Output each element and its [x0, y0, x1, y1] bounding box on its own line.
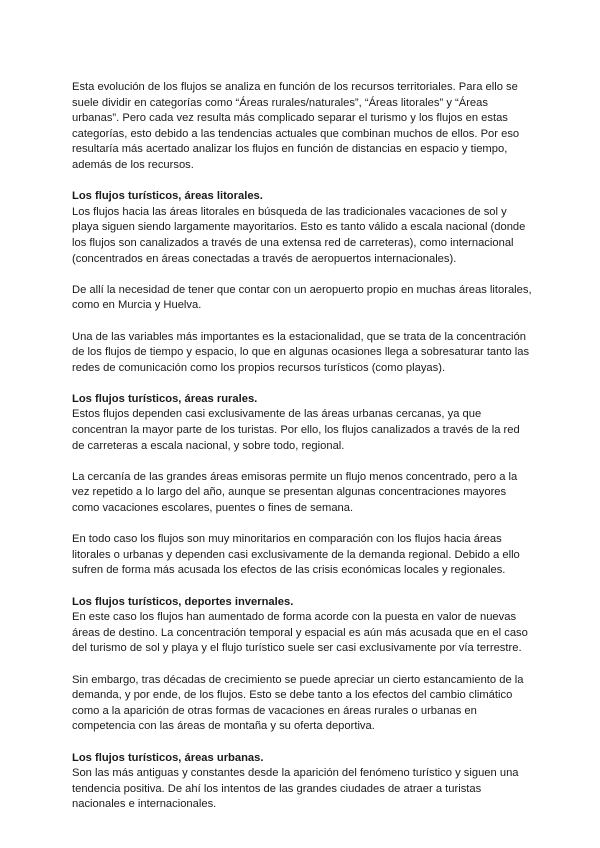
paragraph: La cercanía de las grandes áreas emisoras permite un flujo menos concentrado, pero a la vez repetido a lo largo del año, aunque se presentan algunas concentraciones mayores como vacaciones escolares, puentes o fines de semana.: [72, 470, 518, 515]
section-areas-litorales: [72, 189, 532, 376]
section-heading: Los flujos turísticos, áreas litorales.: [72, 190, 263, 203]
section-areas-rurales: [72, 392, 532, 579]
section-heading: Los flujos turísticos, áreas urbanas.: [72, 751, 264, 764]
document-body: [72, 80, 532, 829]
intro-paragraph: Esta evolución de los flujos se analiza en función de los recursos territoriales. Para ello se suele dividir en categorías como “Áreas rurales/naturales”, “Áreas litorales” y “Áreas urbanas”. Pero cada vez resulta más complicado separar el turismo y los flujos en estas categorías, esto debido a las tendencias actuales que combinan muchos de ellos. Por eso resultaría más acertado analizar los flujos en función de distancias en espacio y tiempo, además de los recursos.: [72, 81, 520, 171]
section-deportes-invernales: [72, 595, 532, 735]
paragraph: Estos flujos dependen casi exclusivamente de las áreas urbanas cercanas, ya que concentran la mayor parte de los turistas. Por ello, los flujos canalizados a través de la red de carreteras a escala nacional, y sobre todo, regional.: [72, 408, 520, 452]
paragraph: Una de las variables más importantes es la estacionalidad, que se trata de la concentración de los flujos de tiempo y espacio, lo que en algunas ocasiones llega a sobresaturar tanto las redes de comunicación como los propios recursos turísticos (como playas).: [72, 330, 530, 374]
section-heading: Los flujos turísticos, áreas rurales.: [72, 392, 258, 405]
paragraph: Los flujos hacia las áreas litorales en búsqueda de las tradicionales vacaciones de sol y playa siguen siendo largamente mayoritarios. Esto es tanto válido a escala nacional (donde los flujos son canalizados a través de una extensa red de carreteras), como internacional (concentrados en áreas conectadas a través de aeropuertos internacionales).: [72, 205, 526, 265]
section-areas-urbanas: [72, 751, 532, 813]
paragraph: En este caso los flujos han aumentado de forma acorde con la puesta en valor de nuevas áreas de destino. La concentración temporal y espacial es aún más acusada que en el caso del turismo de sol y playa y el flujo turístico suele ser casi exclusivamente por vía terrestre.: [72, 611, 528, 655]
paragraph: De allí la necesidad de tener que contar con un aeropuerto propio en muchas áreas litorales, como en Murcia y Huelva.: [72, 283, 532, 312]
section-heading: Los flujos turísticos, deportes invernales.: [72, 595, 294, 608]
paragraph: En todo caso los flujos son muy minoritarios en comparación con los flujos hacia áreas litorales o urbanas y dependen casi exclusivamente de la demanda regional. Debido a ello sufren de forma más acusada los efectos de las crisis económicas locales y regionales.: [72, 533, 520, 577]
paragraph: Son las más antiguas y constantes desde la aparición del fenómeno turístico y siguen una tendencia positiva. De ahí los intentos de las grandes ciudades de atraer a turistas nacionales e internacionales.: [72, 767, 519, 811]
paragraph: Sin embargo, tras décadas de crecimiento se puede apreciar un cierto estancamiento de la demanda, y por ende, de los flujos. Esto se debe tanto a los efectos del cambio climático como a la aparición de otras formas de vacaciones en áreas rurales o urbanas en competencia con las áreas de montaña y su oferta deportiva.: [72, 673, 524, 733]
